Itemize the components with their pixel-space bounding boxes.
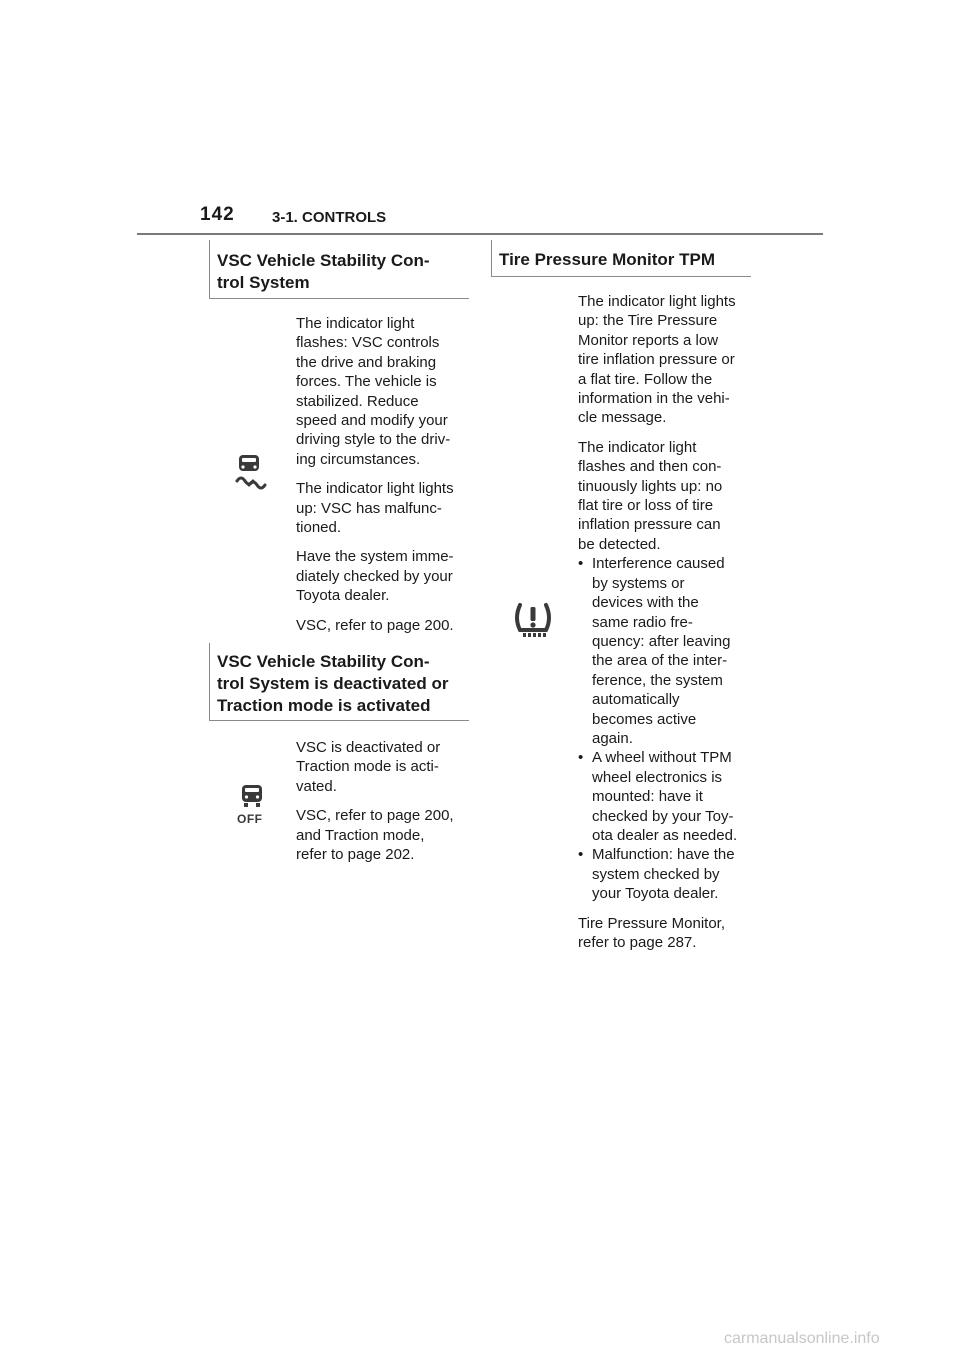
- text-line: • A wheel without TPM: [592, 749, 732, 767]
- text-line: Toyota dealer.: [296, 587, 390, 605]
- paragraph: [578, 292, 756, 428]
- text-line: VSC is deactivated or: [296, 739, 441, 756]
- text-line: • Malfunction: have the: [592, 846, 735, 864]
- text-line: Tire Pressure Monitor,: [578, 914, 725, 932]
- text-line: becomes active: [592, 710, 697, 728]
- text-line: the drive and braking: [296, 353, 437, 371]
- text-line: diately checked by your: [296, 567, 453, 585]
- vsc-skid-icon: [231, 451, 271, 491]
- text-line: wheel electronics is: [592, 768, 723, 786]
- text-line: flashes and then con-: [578, 458, 722, 476]
- text-line: a flat tire. Follow the: [578, 370, 713, 388]
- heading-line: trol System: [217, 273, 310, 292]
- vsc-off-section-heading: [209, 643, 469, 721]
- vsc-section-heading: [209, 240, 469, 299]
- text-line: The indicator light lights: [296, 480, 454, 498]
- text-line: The indicator light: [578, 438, 697, 456]
- text-line: ota dealer as needed.: [592, 826, 738, 844]
- bullet-item: [578, 845, 756, 903]
- vsc-off-icon: [237, 783, 267, 826]
- watermark: carmanualsonline.info: [724, 1330, 880, 1347]
- heading-line: VSC Vehicle Stability Con-: [217, 251, 430, 270]
- text-line: • Interference caused: [592, 555, 725, 573]
- text-line: refer to page 287.: [578, 934, 697, 951]
- text-line: the area of the inter-: [592, 652, 728, 670]
- paragraph: [578, 914, 756, 953]
- header-divider: [137, 233, 823, 235]
- text-line: VSC, refer to page 200,: [296, 807, 454, 825]
- text-line: cle message.: [578, 409, 667, 427]
- paragraph: [296, 479, 471, 537]
- heading-line: Tire Pressure Monitor TPM: [499, 250, 716, 269]
- text-line: up: the Tire Pressure: [578, 312, 718, 330]
- bullet-item: [578, 748, 756, 845]
- text-line: forces. The vehicle is: [296, 373, 437, 391]
- text-line: quency: after leaving: [592, 632, 731, 650]
- text-line: flashes: VSC controls: [296, 334, 440, 352]
- text-line: The indicator light lights: [578, 293, 736, 310]
- text-line: speed and modify your: [296, 412, 448, 430]
- text-line: devices with the: [592, 594, 699, 612]
- chapter-title: 3-1. CONTROLS: [272, 209, 387, 226]
- text-line: refer to page 202.: [296, 846, 415, 864]
- tpm-description: [578, 292, 756, 962]
- text-line: mounted: have it: [592, 788, 703, 806]
- text-line: vated.: [296, 777, 337, 795]
- text-line: stabilized. Reduce: [296, 392, 419, 410]
- text-line: information in the vehi-: [578, 390, 730, 408]
- text-line: tioned.: [296, 519, 342, 537]
- text-line: driving style to the driv-: [296, 431, 451, 449]
- text-line: flat tire or loss of tire: [578, 497, 714, 515]
- paragraph: [296, 314, 471, 469]
- heading-line: trol System is deactivated or: [217, 674, 449, 693]
- paragraph: [578, 438, 756, 554]
- text-line: and Traction mode,: [296, 826, 425, 844]
- text-line: The indicator light: [296, 315, 415, 332]
- tpm-section-heading: [491, 240, 751, 277]
- text-line: ference, the system: [592, 671, 723, 689]
- paragraph: [296, 616, 471, 635]
- text-line: tinuously lights up: no: [578, 477, 723, 495]
- text-line: tire inflation pressure or: [578, 351, 735, 369]
- heading-line: Traction mode is activated: [217, 696, 431, 715]
- paragraph: [296, 738, 471, 796]
- text-line: ing circumstances.: [296, 450, 421, 468]
- text-line: up: VSC has malfunc-: [296, 499, 442, 517]
- text-line: VSC, refer to page 200.: [296, 616, 454, 634]
- text-line: Have the system imme-: [296, 548, 454, 566]
- text-line: same radio fre-: [592, 613, 693, 631]
- text-line: again.: [592, 729, 633, 747]
- text-line: by systems or: [592, 574, 685, 592]
- text-line: checked by your Toy-: [592, 807, 734, 825]
- vsc-off-description: [296, 738, 471, 874]
- paragraph: [296, 806, 471, 864]
- page-number: 142: [200, 204, 235, 225]
- vsc-description: [296, 314, 471, 645]
- off-label: OFF: [237, 812, 263, 826]
- text-line: your Toyota dealer.: [592, 885, 719, 903]
- vsc-off-car-icon: [237, 783, 267, 809]
- text-line: automatically: [592, 691, 680, 709]
- text-line: be detected.: [578, 535, 661, 553]
- text-line: system checked by: [592, 865, 720, 883]
- tire-pressure-warning-icon: [511, 600, 555, 640]
- text-line: Traction mode is acti-: [296, 758, 439, 776]
- bullet-item: [578, 554, 756, 748]
- text-line: Monitor reports a low: [578, 331, 719, 349]
- paragraph: [296, 547, 471, 605]
- text-line: inflation pressure can: [578, 516, 721, 534]
- heading-line: VSC Vehicle Stability Con-: [217, 652, 430, 671]
